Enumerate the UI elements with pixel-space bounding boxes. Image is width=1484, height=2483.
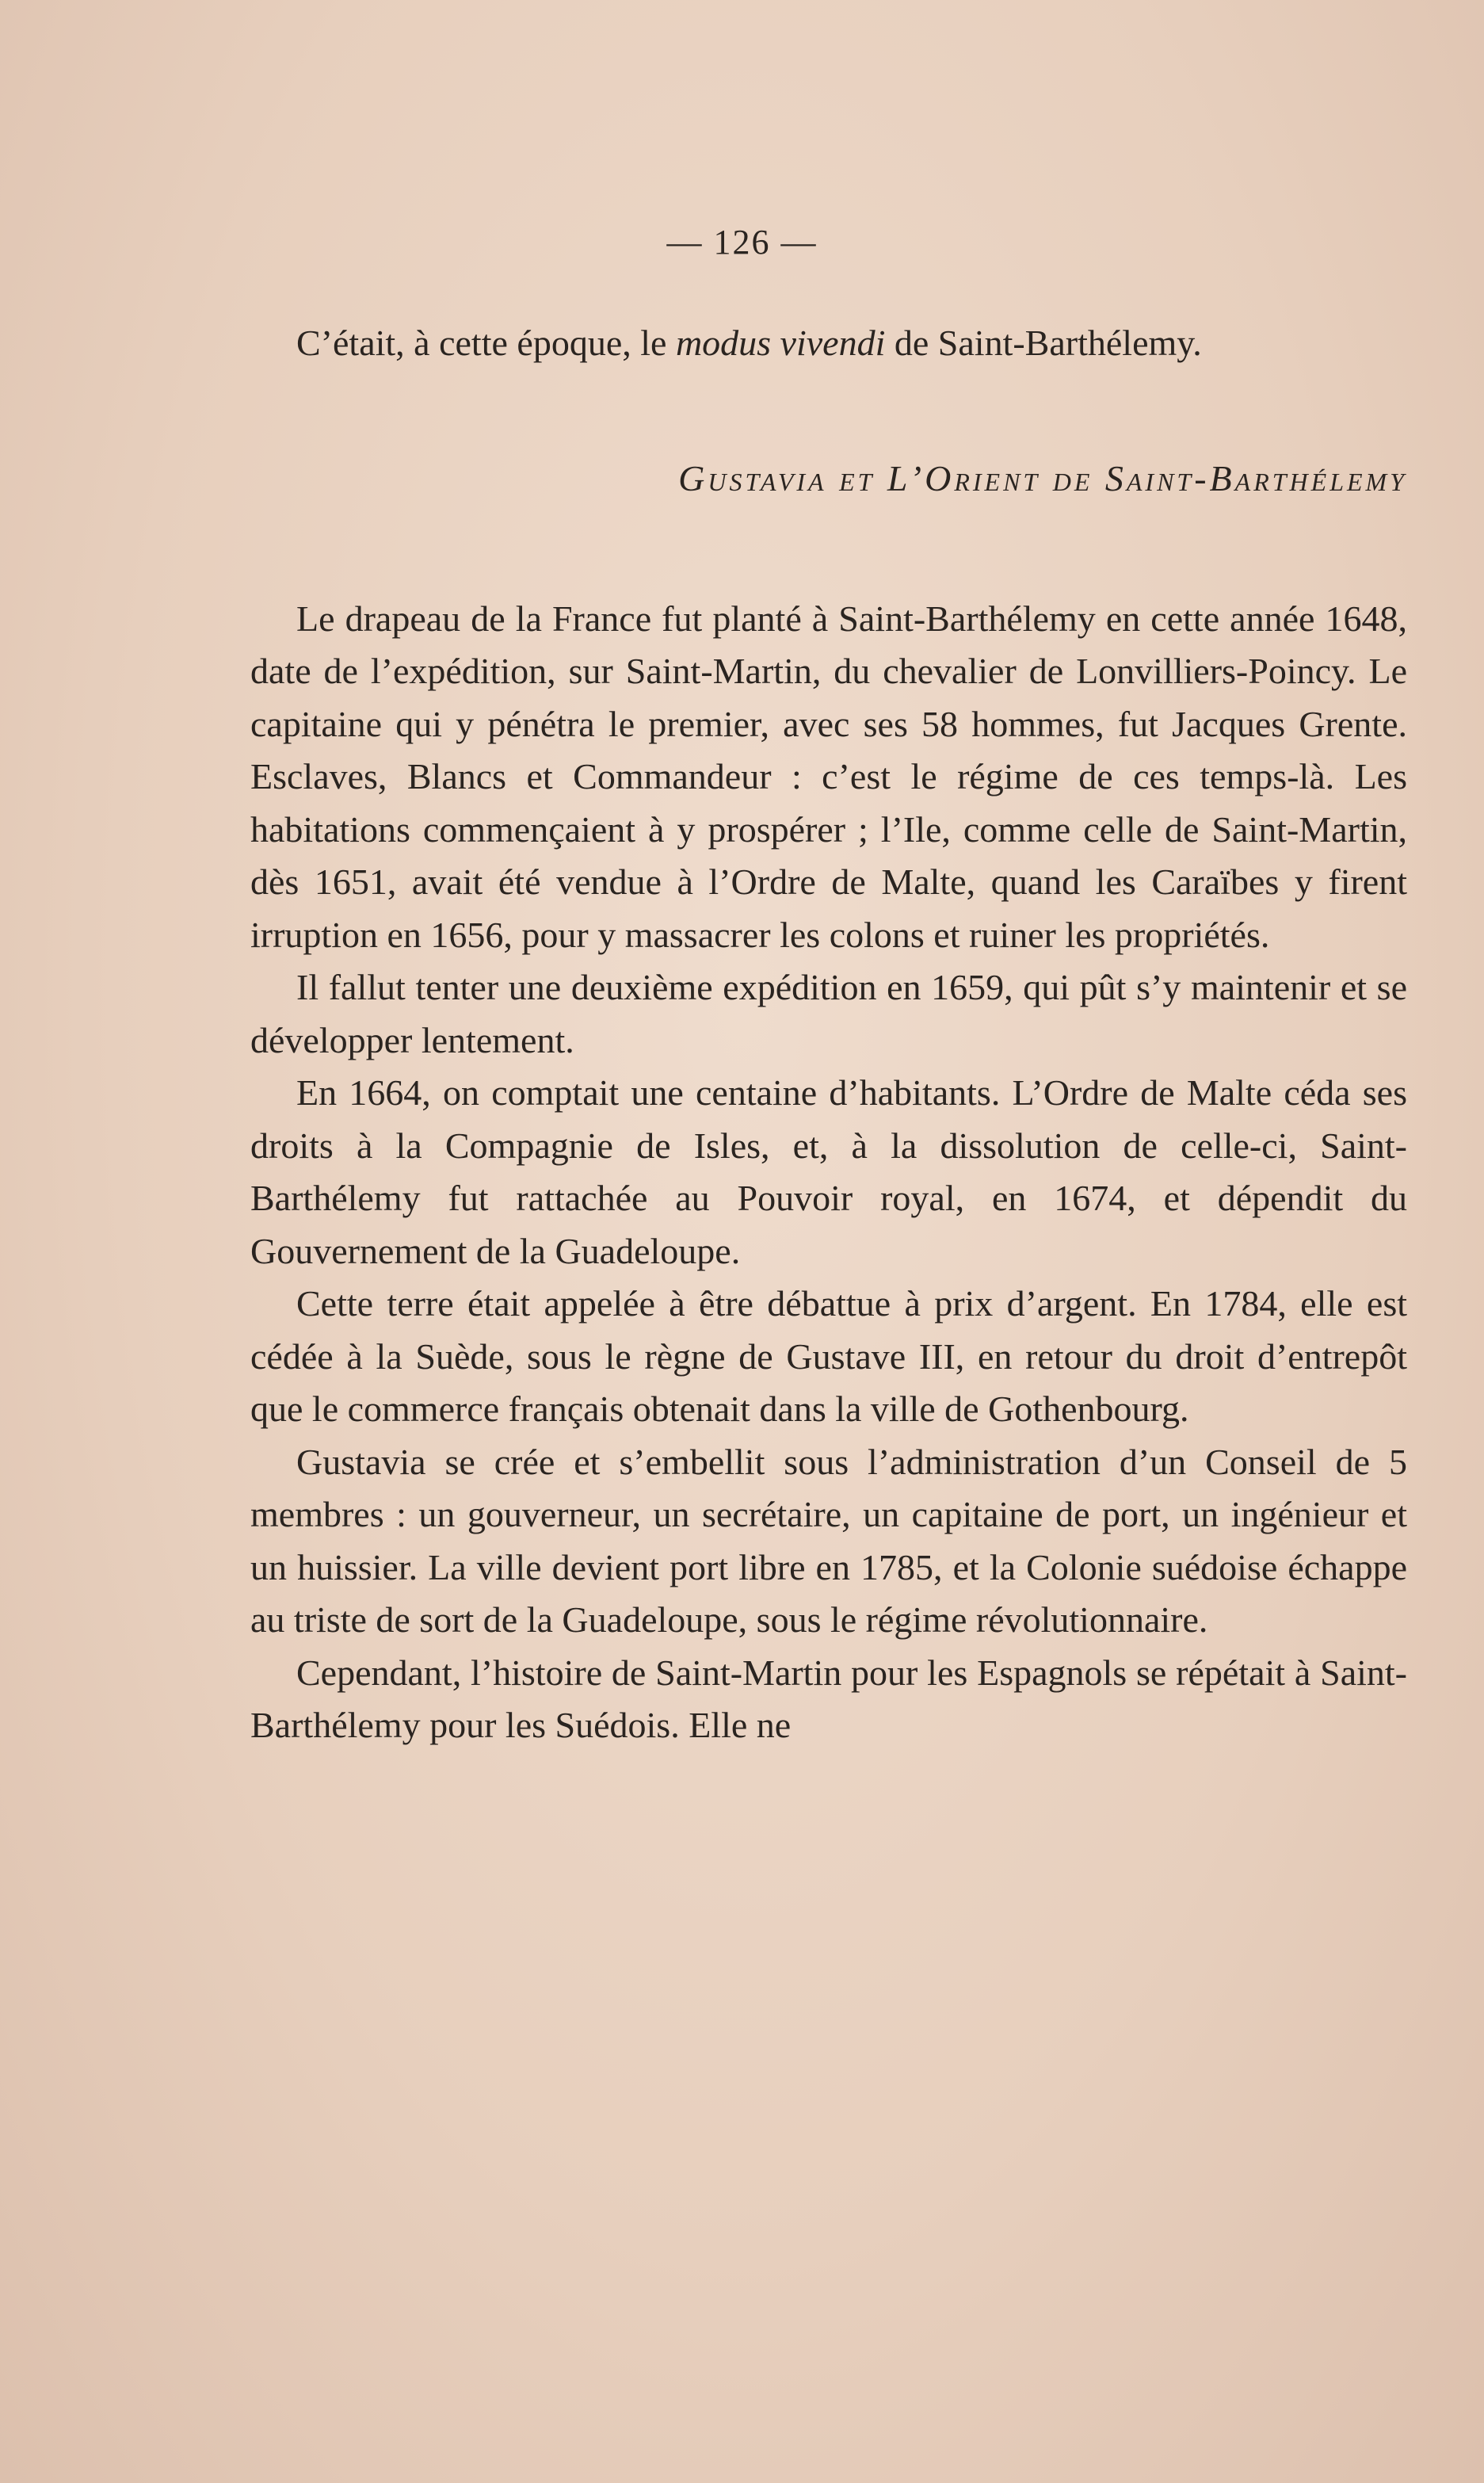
intro-emphasis: modus vivendi [675,323,886,363]
page-body [250,317,1407,1752]
paragraph-2: Il fallut tenter une deuxième expédition en 1659, qui pût s’y maintenir et se développer lentement. [250,967,1407,1060]
intro-text-before: C’était, à cette époque, le [296,323,676,363]
page-number: — 126 — [666,223,818,262]
section-heading: Gustavia et L’Orient de Saint-Barthélemy [678,457,1407,499]
paragraph-6: Cependant, l’histoire de Saint-Martin pour les Espagnols se répétait à Saint-Barthélemy pour les Suédois. Elle ne [250,1652,1407,1745]
paragraph-1: Le drapeau de la France fut planté à Saint-Barthélemy en cette année 1648, date de l’expédition, sur Saint-Martin, du chevalier de Lonvilliers-Poincy. Le capitaine qui y pénétra le premier, avec ses 58 hommes, fut Jacques Grente. Esclaves, Blancs et Commandeur : c’est le régime de ces temps-là. Les habitations commençaient à y prospérer ; l’Ile, comme celle de Saint-Martin, dès 1651, avait été vendue à l’Ordre de Malte, quand les Caraïbes y firent irruption en 1656, pour y massacrer les colons et ruiner les propriétés. [250,598,1407,955]
paragraph-4: Cette terre était appelée à être débattue à prix d’argent. En 1784, elle est cédée à la Suède, sous le règne de Gustave III, en retour du droit d’entrepôt que le commerce français obtenait dans la ville de Gothenbourg. [250,1283,1407,1429]
paragraph-3: En 1664, on comptait une centaine d’habitants. L’Ordre de Malte céda ses droits à la Compagnie de Isles, et, à la dissolution de celle-ci, Saint-Barthélemy fut rattachée au Pouvoir royal, en 1674, et dépendit du Gouvernement de la Guadeloupe. [250,1072,1407,1271]
intro-paragraph [250,317,1407,370]
paragraph-5: Gustavia se crée et s’embellit sous l’administration d’un Conseil de 5 membres : un gouverneur, un secrétaire, un capitaine de port, un ingénieur et un huissier. La ville devient port libre en 1785, et la Colonie suédoise échappe au triste de sort de la Guadeloupe, sous le régime révolutionnaire. [250,1441,1407,1640]
intro-text-after: de Saint-Barthélemy. [885,323,1202,363]
